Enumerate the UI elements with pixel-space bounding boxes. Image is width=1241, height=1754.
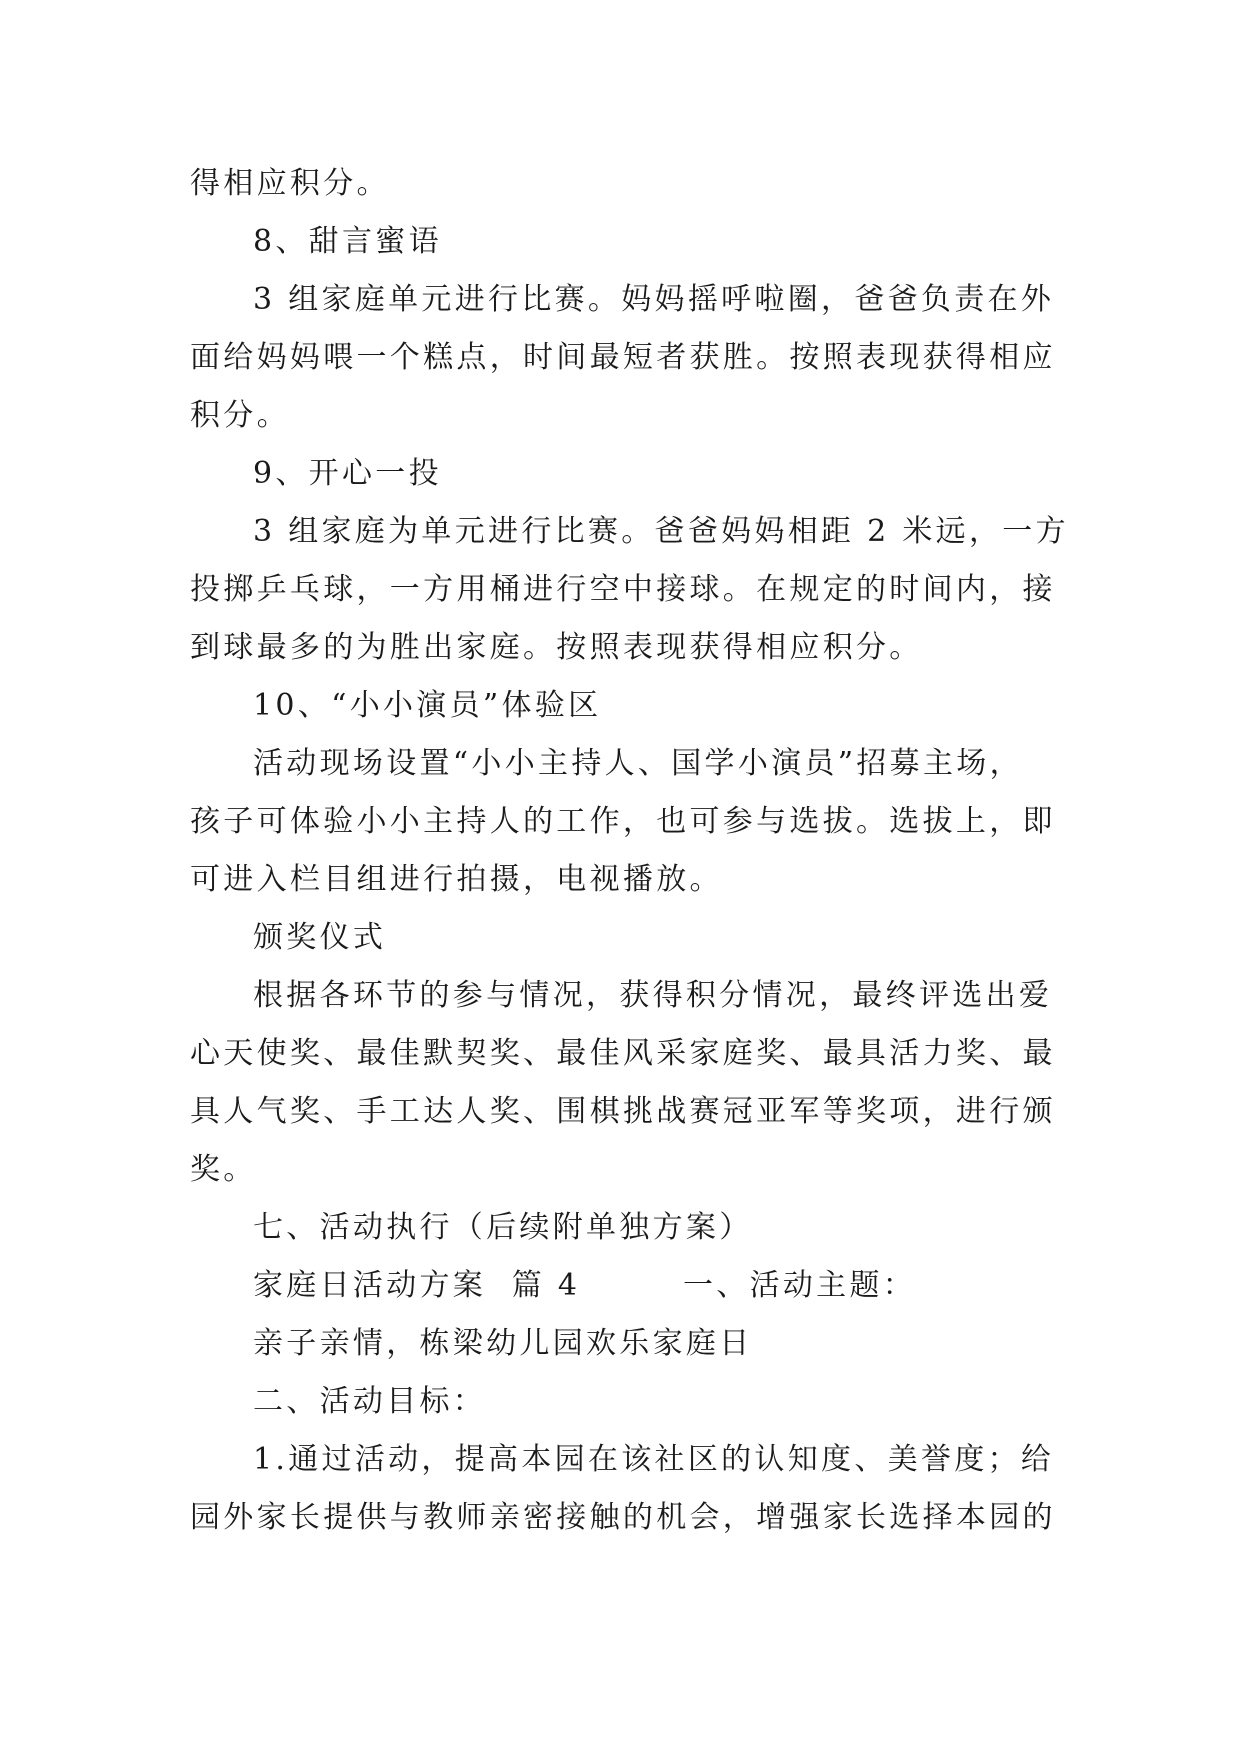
text-line: 积分。 [190,398,290,433]
text-line: 可进入栏目组进行拍摄，电视播放。 [190,862,723,897]
text-line: 园外家长提供与教师亲密接触的机会，增强家长选择本园的 [190,1500,1056,1535]
text-line: 亲子亲情，栋梁幼儿园欢乐家庭日 [253,1326,753,1361]
text-line: 孩子可体验小小主持人的工作，也可参与选拔。选拔上，即 [190,804,1056,839]
section-heading: 二、活动目标： [253,1384,487,1419]
section-heading: 七、活动执行（后续附单独方案） [253,1210,753,1245]
section-heading: 10、“小小演员”体验区 [253,688,602,723]
text-line: 3 组家庭单元进行比赛。妈妈摇呼啦圈，爸爸负责在外 [253,282,1055,317]
text-line: 根据各环节的参与情况，获得积分情况，最终评选出爱 [253,978,1053,1013]
text-line: 3 组家庭为单元进行比赛。爸爸妈妈相距 2 米远，一方 [253,514,1069,549]
text-line: 到球最多的为胜出家庭。按照表现获得相应积分。 [190,630,923,665]
text-line: 面给妈妈喂一个糕点，时间最短者获胜。按照表现获得相应 [190,340,1056,375]
section-heading: 颁奖仪式 [253,920,387,955]
text-line: 投掷乒乓球，一方用桶进行空中接球。在规定的时间内，接 [190,572,1056,607]
section-heading: 9、开心一投 [253,456,442,491]
text-line: 得相应积分。 [190,166,390,201]
text-line: 奖。 [190,1152,257,1187]
text-line: 1.通过活动，提高本园在该社区的认知度、美誉度；给 [253,1442,1055,1477]
document-title: 家庭日活动方案 篇 4 一、活动主题： [253,1268,917,1303]
section-heading: 8、甜言蜜语 [253,224,442,259]
text-line: 具人气奖、手工达人奖、围棋挑战赛冠亚军等奖项，进行颁 [190,1094,1056,1129]
text-line: 活动现场设置“小小主持人、国学小演员”招募主场， [253,746,1023,781]
text-line: 心天使奖、最佳默契奖、最佳风采家庭奖、最具活力奖、最 [190,1036,1056,1071]
